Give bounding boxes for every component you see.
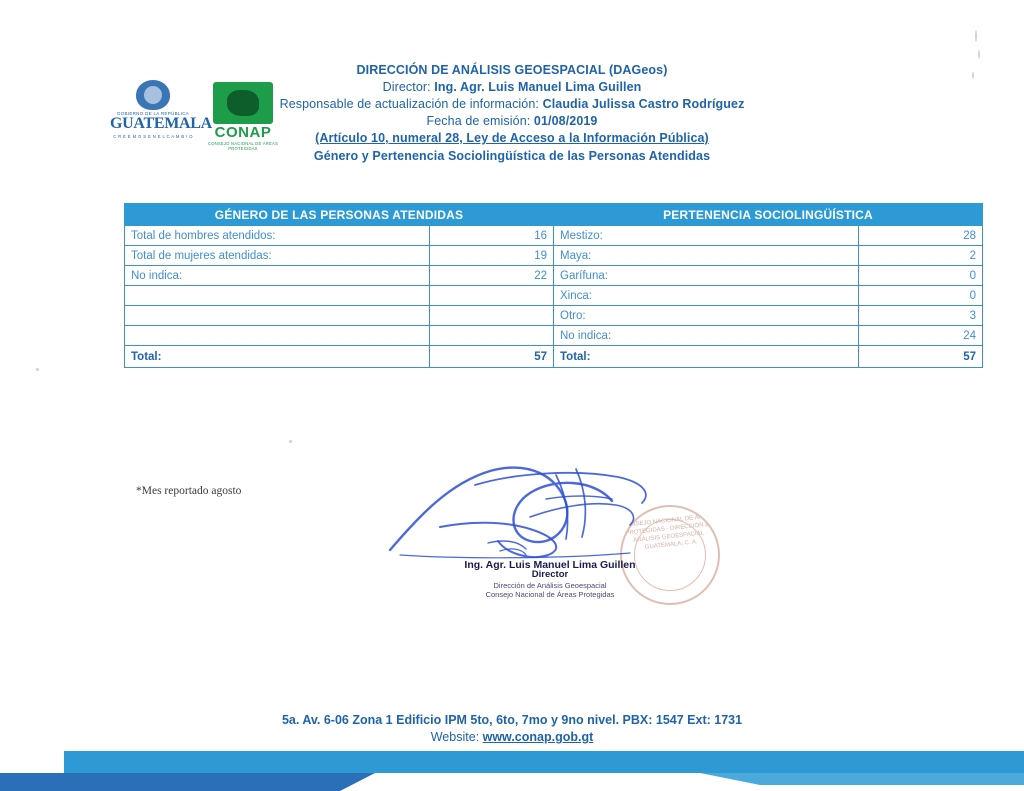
linguistic-value: 28 xyxy=(859,226,983,246)
header-date-line xyxy=(0,113,1024,130)
gender-label: Total de hombres atendidos: xyxy=(125,226,430,246)
gender-value: 16 xyxy=(430,226,554,246)
gender-label xyxy=(125,306,430,326)
attended-persons-table xyxy=(124,203,983,368)
linguistic-value: 0 xyxy=(859,286,983,306)
gender-total-value: 57 xyxy=(430,346,554,368)
table-row xyxy=(125,286,983,306)
table-header-linguistic: PERTENENCIA SOCIOLINGÜÍSTICA xyxy=(554,204,983,226)
signature-role: Director xyxy=(531,569,569,580)
header-date-label: Fecha de emisión: xyxy=(426,114,534,128)
table-row xyxy=(125,266,983,286)
gender-total-label: Total: xyxy=(125,346,430,368)
table-row xyxy=(125,246,983,266)
table-row xyxy=(125,226,983,246)
footer-website-label: Website: xyxy=(430,730,483,744)
guatemala-logo-tagline: C R E E M O S E N E L C A M B I O xyxy=(113,134,193,139)
signature-name: Ing. Agr. Luis Manuel Lima Guillen xyxy=(464,559,636,571)
stamp-text: CONSEJO NACIONAL DE ÁREAS PROTEGIDAS · DIRECCIÓN DE ANÁLISIS GEOESPACIAL · GUATEMALA, C. A. xyxy=(622,513,716,551)
scan-speck xyxy=(975,30,977,42)
table-header-row xyxy=(125,204,983,226)
document-footer xyxy=(0,712,1024,746)
linguistic-total-label: Total: xyxy=(554,346,859,368)
table-header-gender: GÉNERO DE LAS PERSONAS ATENDIDAS xyxy=(125,204,554,226)
scan-speck xyxy=(36,368,39,371)
header-director-value: Ing. Agr. Luis Manuel Lima Guillen xyxy=(434,80,642,94)
conap-logo-tagline: CONSEJO NACIONAL DE ÁREAS PROTEGIDAS xyxy=(208,141,278,151)
report-footnote: *Mes reportado agosto xyxy=(136,485,242,497)
header-responsible-value: Claudia Julissa Castro Rodríguez xyxy=(542,97,745,111)
signature-institution: Consejo Nacional de Áreas Protegidas xyxy=(485,590,615,599)
gender-value xyxy=(430,326,554,346)
linguistic-label: Maya: xyxy=(554,246,859,266)
linguistic-value: 3 xyxy=(859,306,983,326)
gender-value xyxy=(430,286,554,306)
scan-speck xyxy=(289,440,292,443)
conap-logo-word: CONAP xyxy=(214,124,272,141)
footer-decorative-bars xyxy=(0,745,1024,791)
linguistic-label: Xinca: xyxy=(554,286,859,306)
linguistic-value: 24 xyxy=(859,326,983,346)
linguistic-total-value: 57 xyxy=(859,346,983,368)
linguistic-value: 0 xyxy=(859,266,983,286)
header-subtitle: Género y Pertenencia Sociolingüística de las Personas Atendidas xyxy=(313,149,711,163)
linguistic-label: No indica: xyxy=(554,326,859,346)
gender-value: 19 xyxy=(430,246,554,266)
linguistic-value: 2 xyxy=(859,246,983,266)
linguistic-label: Mestizo: xyxy=(554,226,859,246)
gender-label xyxy=(125,286,430,306)
table-row xyxy=(125,306,983,326)
gender-value xyxy=(430,306,554,326)
gender-label xyxy=(125,326,430,346)
guatemala-logo-subtitle: GOBIERNO DE LA REPÚBLICA xyxy=(116,111,190,116)
header-responsible-label: Responsable de actualización de información: xyxy=(279,97,543,111)
header-date-value: 01/08/2019 xyxy=(533,114,598,128)
signature-department: Dirección de Análisis Geoespacial xyxy=(493,581,607,590)
header-title: DIRECCIÓN DE ANÁLISIS GEOESPACIAL (DAGeos) xyxy=(356,63,668,77)
gender-label: No indica: xyxy=(125,266,430,286)
data-table-container xyxy=(124,203,983,368)
header-director-line xyxy=(0,79,1024,96)
linguistic-label: Otro: xyxy=(554,306,859,326)
header-legal-reference: (Artículo 10, numeral 28, Ley de Acceso a la Información Pública) xyxy=(315,131,709,145)
footer-website-link[interactable]: www.conap.gob.gt xyxy=(482,730,594,744)
document-header xyxy=(0,62,1024,165)
guatemala-logo-word: GUATEMALA xyxy=(110,115,212,132)
gender-value: 22 xyxy=(430,266,554,286)
signature-block xyxy=(380,455,720,615)
gender-label: Total de mujeres atendidas: xyxy=(125,246,430,266)
header-director-label: Director: xyxy=(382,80,435,94)
footer-address: 5a. Av. 6-06 Zona 1 Edificio IPM 5to, 6to, 7mo y 9no nivel. PBX: 1547 Ext: 1731 xyxy=(281,713,743,727)
header-responsible-line xyxy=(0,96,1024,113)
table-total-row xyxy=(125,346,983,368)
handwritten-signature-icon xyxy=(380,455,720,575)
scan-speck xyxy=(978,50,980,59)
footer-website-line xyxy=(0,729,1024,746)
linguistic-label: Garífuna: xyxy=(554,266,859,286)
table-row xyxy=(125,326,983,346)
